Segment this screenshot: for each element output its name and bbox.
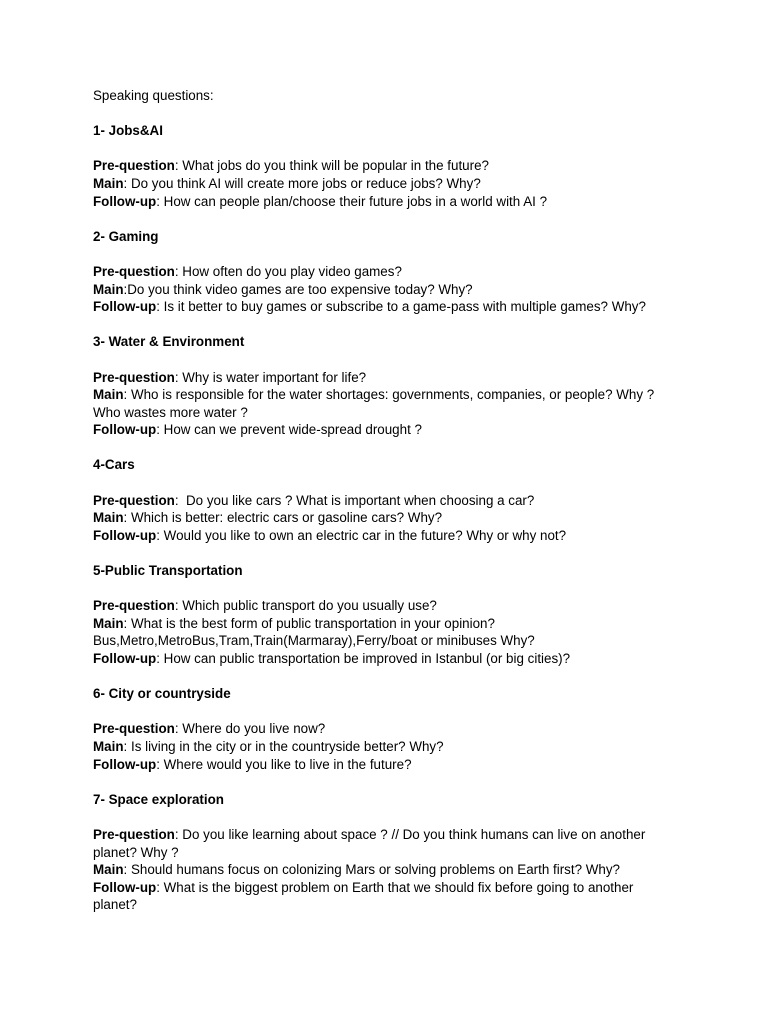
question-separator: : — [123, 387, 131, 403]
question-text: How often do you play video games? — [182, 263, 402, 279]
question-text: Is it better to buy games or subscribe to a game-pass with multiple games? Why? — [163, 299, 646, 315]
question-label: Follow-up — [93, 879, 157, 895]
question-label: Main — [93, 738, 124, 754]
sections-container — [93, 122, 672, 914]
question-separator: : — [123, 175, 131, 191]
question-line — [93, 879, 672, 914]
question-label: Main — [93, 387, 124, 403]
question-text: Why is water important for life? — [182, 369, 367, 385]
question-line — [93, 157, 672, 175]
question-text: Do you think AI will create more jobs or reduce jobs? Why? — [130, 175, 481, 191]
question-label: Pre-question — [93, 492, 175, 508]
question-separator: : — [156, 299, 164, 315]
question-label: Main — [93, 281, 124, 297]
question-separator: : — [123, 862, 131, 878]
question-line — [93, 421, 672, 439]
question-separator: : — [156, 651, 164, 666]
question-separator: : — [174, 598, 183, 614]
question-label: Main — [93, 175, 124, 191]
question-text: What is the best form of public transportation in your opinion? Bus,Metro,MetroBus,Tram,Train(Marmaray),Ferry/boat or minibuses Why? — [93, 615, 535, 649]
question-label: Pre-question — [93, 369, 175, 385]
question-separator: : — [174, 263, 183, 279]
question-separator: : — [174, 826, 183, 842]
question-separator: : — [156, 193, 164, 209]
question-label: Main — [93, 862, 124, 878]
question-separator: : — [174, 721, 183, 737]
question-text: How can people plan/choose their future jobs in a world with AI ? — [163, 193, 548, 209]
question-text: Where do you live now? — [182, 721, 326, 737]
question-line — [93, 298, 672, 316]
question-separator: : — [174, 369, 183, 385]
document-heading: Speaking questions: — [93, 88, 214, 103]
question-text: Do you think video games are too expensive today? Why? — [127, 281, 473, 297]
question-separator: : — [123, 281, 128, 297]
question-label: Pre-question — [93, 598, 175, 614]
section-title: 1- Jobs&AI — [93, 123, 163, 139]
question-separator: : — [156, 527, 164, 543]
question-label: Follow-up — [93, 299, 157, 315]
question-separator: : — [156, 756, 164, 772]
question-section — [93, 456, 672, 544]
question-label: Follow-up — [93, 756, 157, 772]
question-line — [93, 650, 672, 668]
question-line — [93, 175, 672, 193]
section-title: 6- City or countryside — [93, 686, 231, 702]
question-line — [93, 263, 672, 281]
section-title: 4-Cars — [93, 457, 135, 473]
section-title: 2- Gaming — [93, 228, 159, 244]
question-line — [93, 615, 672, 650]
question-line — [93, 597, 672, 615]
question-text: Which public transport do you usually use? — [182, 598, 437, 614]
question-line — [93, 369, 672, 387]
question-section — [93, 228, 672, 316]
question-separator: : — [123, 738, 131, 754]
question-line — [93, 826, 672, 861]
section-title: 5-Public Transportation — [93, 563, 243, 579]
question-section — [93, 562, 672, 668]
question-text: Would you like to own an electric car in the future? Why or why not? — [163, 527, 567, 543]
question-separator: : — [156, 422, 164, 438]
question-text: Where would you like to live in the future? — [163, 756, 412, 772]
question-separator: : — [156, 879, 164, 895]
question-text: Do you like learning about space ? // Do you think humans can live on another planet? Why ? — [93, 826, 646, 860]
question-label: Follow-up — [93, 422, 157, 438]
question-label: Pre-question — [93, 158, 175, 174]
question-separator: : — [123, 510, 131, 526]
question-separator: : — [174, 492, 187, 508]
question-label: Pre-question — [93, 721, 175, 737]
question-text: Should humans focus on colonizing Mars or solving problems on Earth first? Why? — [130, 862, 620, 878]
question-line — [93, 386, 672, 421]
question-label: Main — [93, 510, 124, 526]
question-label: Main — [93, 615, 124, 631]
section-title: 7- Space exploration — [93, 791, 224, 807]
question-line — [93, 509, 672, 527]
question-separator: : — [123, 615, 131, 631]
question-label: Follow-up — [93, 193, 157, 209]
question-section — [93, 333, 672, 439]
question-label: Follow-up — [93, 527, 157, 543]
question-text: Is living in the city or in the countryside better? Why? — [130, 738, 444, 754]
question-label: Pre-question — [93, 263, 175, 279]
question-text: Who is responsible for the water shortages: governments, companies, or people? Why ? Who wastes more water ? — [93, 387, 655, 420]
question-text: How can we prevent wide-spread drought ? — [163, 422, 422, 438]
question-line — [93, 738, 672, 756]
question-text: What jobs do you think will be popular in the future? — [182, 158, 489, 174]
question-section — [93, 685, 672, 773]
question-line — [93, 527, 672, 545]
question-line — [93, 756, 672, 774]
question-label: Follow-up — [93, 651, 157, 666]
question-text: Do you like cars ? What is important when choosing a car? — [186, 492, 535, 508]
question-line — [93, 720, 672, 738]
question-label: Pre-question — [93, 826, 175, 842]
question-line — [93, 861, 672, 879]
question-line — [93, 492, 672, 510]
question-line — [93, 281, 672, 299]
question-section — [93, 791, 672, 914]
question-line — [93, 193, 672, 211]
question-text: Which is better: electric cars or gasoline cars? Why? — [130, 510, 443, 526]
question-separator: : — [174, 158, 183, 174]
section-title: 3- Water & Environment — [93, 334, 245, 350]
question-section — [93, 122, 672, 210]
question-text: How can public transportation be improved in Istanbul (or big cities)? — [163, 651, 571, 666]
question-text: What is the biggest problem on Earth that we should fix before going to another planet? — [93, 879, 634, 913]
